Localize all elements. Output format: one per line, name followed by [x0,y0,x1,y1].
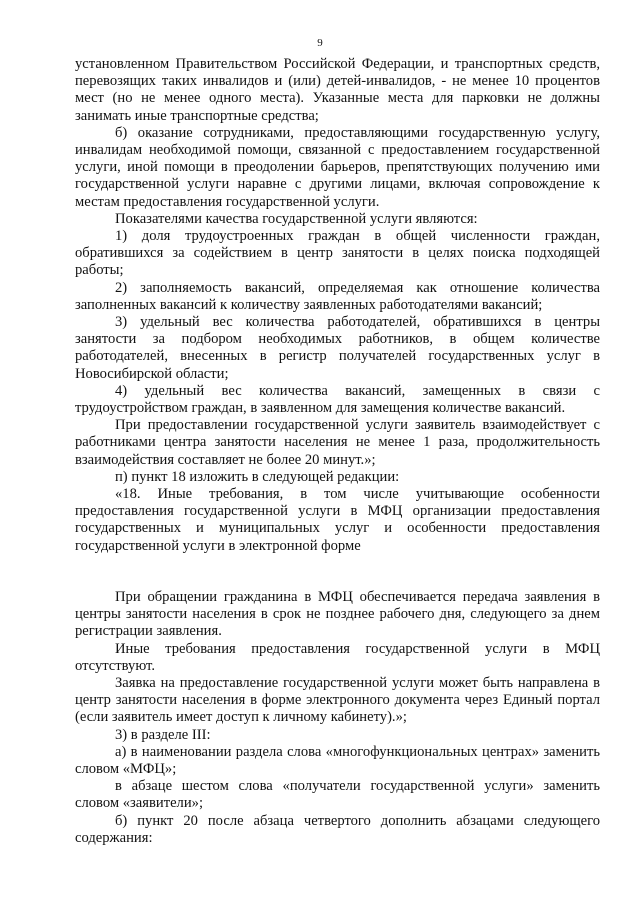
paragraph: 2) заполняемость вакансий, определяемая как отношение количества заполненных вакансий к количеству заявленных работодателями вакансий; [75,279,600,313]
paragraph: в абзаце шестом слова «получатели государственной услуги» заменить словом «заявители»; [75,778,600,812]
page-number: 9 [317,37,323,49]
paragraph: б) оказание сотрудниками, предоставляющими государственную услугу, инвалидам необходимой помощи, связанной с предоставлением государственной услуги, иной помощи в преодолении барьеров, препятствующих получению ими государственной услуги наравне с другими лицами, включая сопровождение к местам предоставления государственной услуги. [75,124,600,210]
paragraph: п) пункт 18 изложить в следующей редакции: [115,468,400,485]
paragraph: б) пункт 20 после абзаца четвертого дополнить абзацами следующего содержания: [75,812,600,846]
document-body [75,56,600,847]
paragraph: Иные требования предоставления государственной услуги в МФЦ отсутствуют. [75,640,600,674]
paragraph: 3) удельный вес количества работодателей, обратившихся в центры занятости за подбором необходимых работников, в общем количестве работодателей, внесенных в регистр получателей государственных услуг в Новосибирской области; [75,314,600,382]
paragraph: 3) в разделе III: [115,726,211,743]
paragraph: установленном Правительством Российской Федерации, и транспортных средств, перевозящих таких инвалидов и (или) детей-инвалидов, - не менее 10 процентов мест (но не менее одного места). Указанные места для парковки не должны занимать иные транспортные средства; [75,56,600,124]
paragraph: «18. Иные требования, в том числе учитывающие особенности предоставления государственной услуги в МФЦ организации предоставления государственных и муниципальных услуг и особенности предоставления государственной услуги в электронной форме [75,486,600,554]
paragraph: При обращении гражданина в МФЦ обеспечивается передача заявления в центры занятости населения в срок не позднее рабочего дня, следующего за днем регистрации заявления. [75,588,600,640]
paragraph: 4) удельный вес количества вакансий, замещенных в связи с трудоустройством граждан, в заявленном для замещения количестве вакансий. [75,382,600,417]
paragraph: 1) доля трудоустроенных граждан в общей численности граждан, обратившихся за содействием в центр занятости в целях поиска подходящей работы; [75,228,600,279]
paragraph: а) в наименовании раздела слова «многофункциональных центрах» заменить словом «МФЦ»; [75,743,600,777]
paragraph: Показателями качества государственной услуги являются: [115,210,478,227]
paragraph: Заявка на предоставление государственной услуги может быть направлена в центр занятости населения в форме электронного документа через Единый портал (если заявитель имеет доступ к личному кабинету).»; [75,674,600,726]
paragraph: При предоставлении государственной услуги заявитель взаимодействует с работниками центра занятости населения не менее 1 раза, продолжительность взаимодействия составляет не более 20 минут.»; [75,417,600,468]
